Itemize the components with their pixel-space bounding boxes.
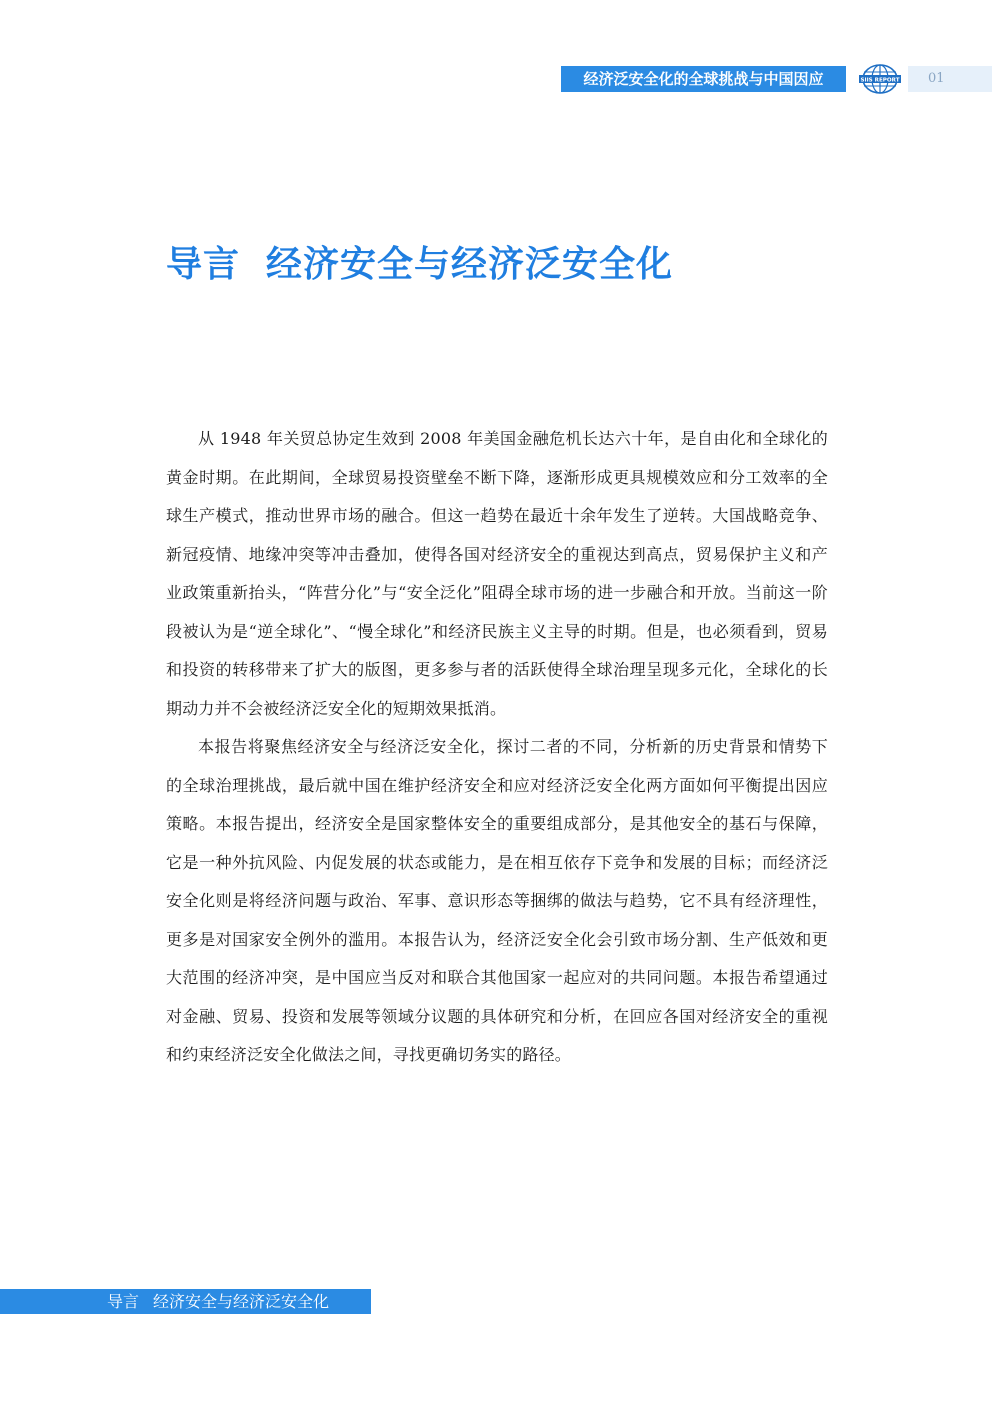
report-title-banner — [561, 66, 846, 92]
page-number: 01 — [928, 71, 945, 86]
chapter-title-main: 经济安全与经济泛安全化 — [266, 244, 674, 285]
report-title: 经济泛安全化的全球挑战与中国因应 — [583, 70, 824, 88]
paragraph-1: 从 1948 年关贸总协定生效到 2008 年美国金融危机长达六十年，是自由化和全球化的黄金时期。在此期间，全球贸易投资壁垒不断下降，逐渐形成更具规模效应和分工效率的全球生产模式，推动世界市场的融合。但这一趋势在最近十余年发生了逆转。大国战略竞争、新冠疫情、地缘冲突等冲击叠加，使得各国对经济安全的重视达到高点，贸易保护主义和产业政策重新抬头，“阵营分化”与“安全泛化”阻碍全球市场的进一步融合和开放。当前这一阶段被认为是“逆全球化”、“慢全球化”和经济民族主义主导的时期。但是，也必须看到，贸易和投资的转移带来了扩大的版图，更多参与者的活跃使得全球治理呈现多元化，全球化的长期动力并不会被经济泛安全化的短期效果抵消。 — [166, 429, 828, 718]
chapter-title-prefix: 导言 — [166, 244, 241, 285]
logo-text: SIIS REPORT — [860, 77, 900, 84]
page-number-box — [908, 66, 992, 92]
footer-prefix: 导言 — [107, 1292, 140, 1311]
chapter-title — [166, 236, 673, 287]
footer-section-banner — [0, 1289, 371, 1314]
siis-logo-icon — [858, 63, 902, 95]
paragraph-2: 本报告将聚焦经济安全与经济泛安全化，探讨二者的不同，分析新的历史背景和情势下的全球治理挑战，最后就中国在维护经济安全和应对经济泛安全化两方面如何平衡提出因应策略。本报告提出，经济安全是国家整体安全的重要组成部分，是其他安全的基石与保障，它是一种外抗风险、内促发展的状态或能力，是在相互依存下竞争和发展的目标；而经济泛安全化则是将经济问题与政治、军事、意识形态等捆绑的做法与趋势，它不具有经济理性，更多是对国家安全例外的滥用。本报告认为，经济泛安全化会引致市场分割、生产低效和更大范围的经济冲突，是中国应当反对和联合其他国家一起应对的共同问题。本报告希望通过对金融、贸易、投资和发展等领域分议题的具体研究和分析，在回应各国对经济安全的重视和约束经济泛安全化做法之间，寻找更确切务实的路径。 — [166, 737, 828, 1064]
footer-title: 经济安全与经济泛安全化 — [153, 1292, 330, 1311]
body-text — [166, 420, 828, 1075]
